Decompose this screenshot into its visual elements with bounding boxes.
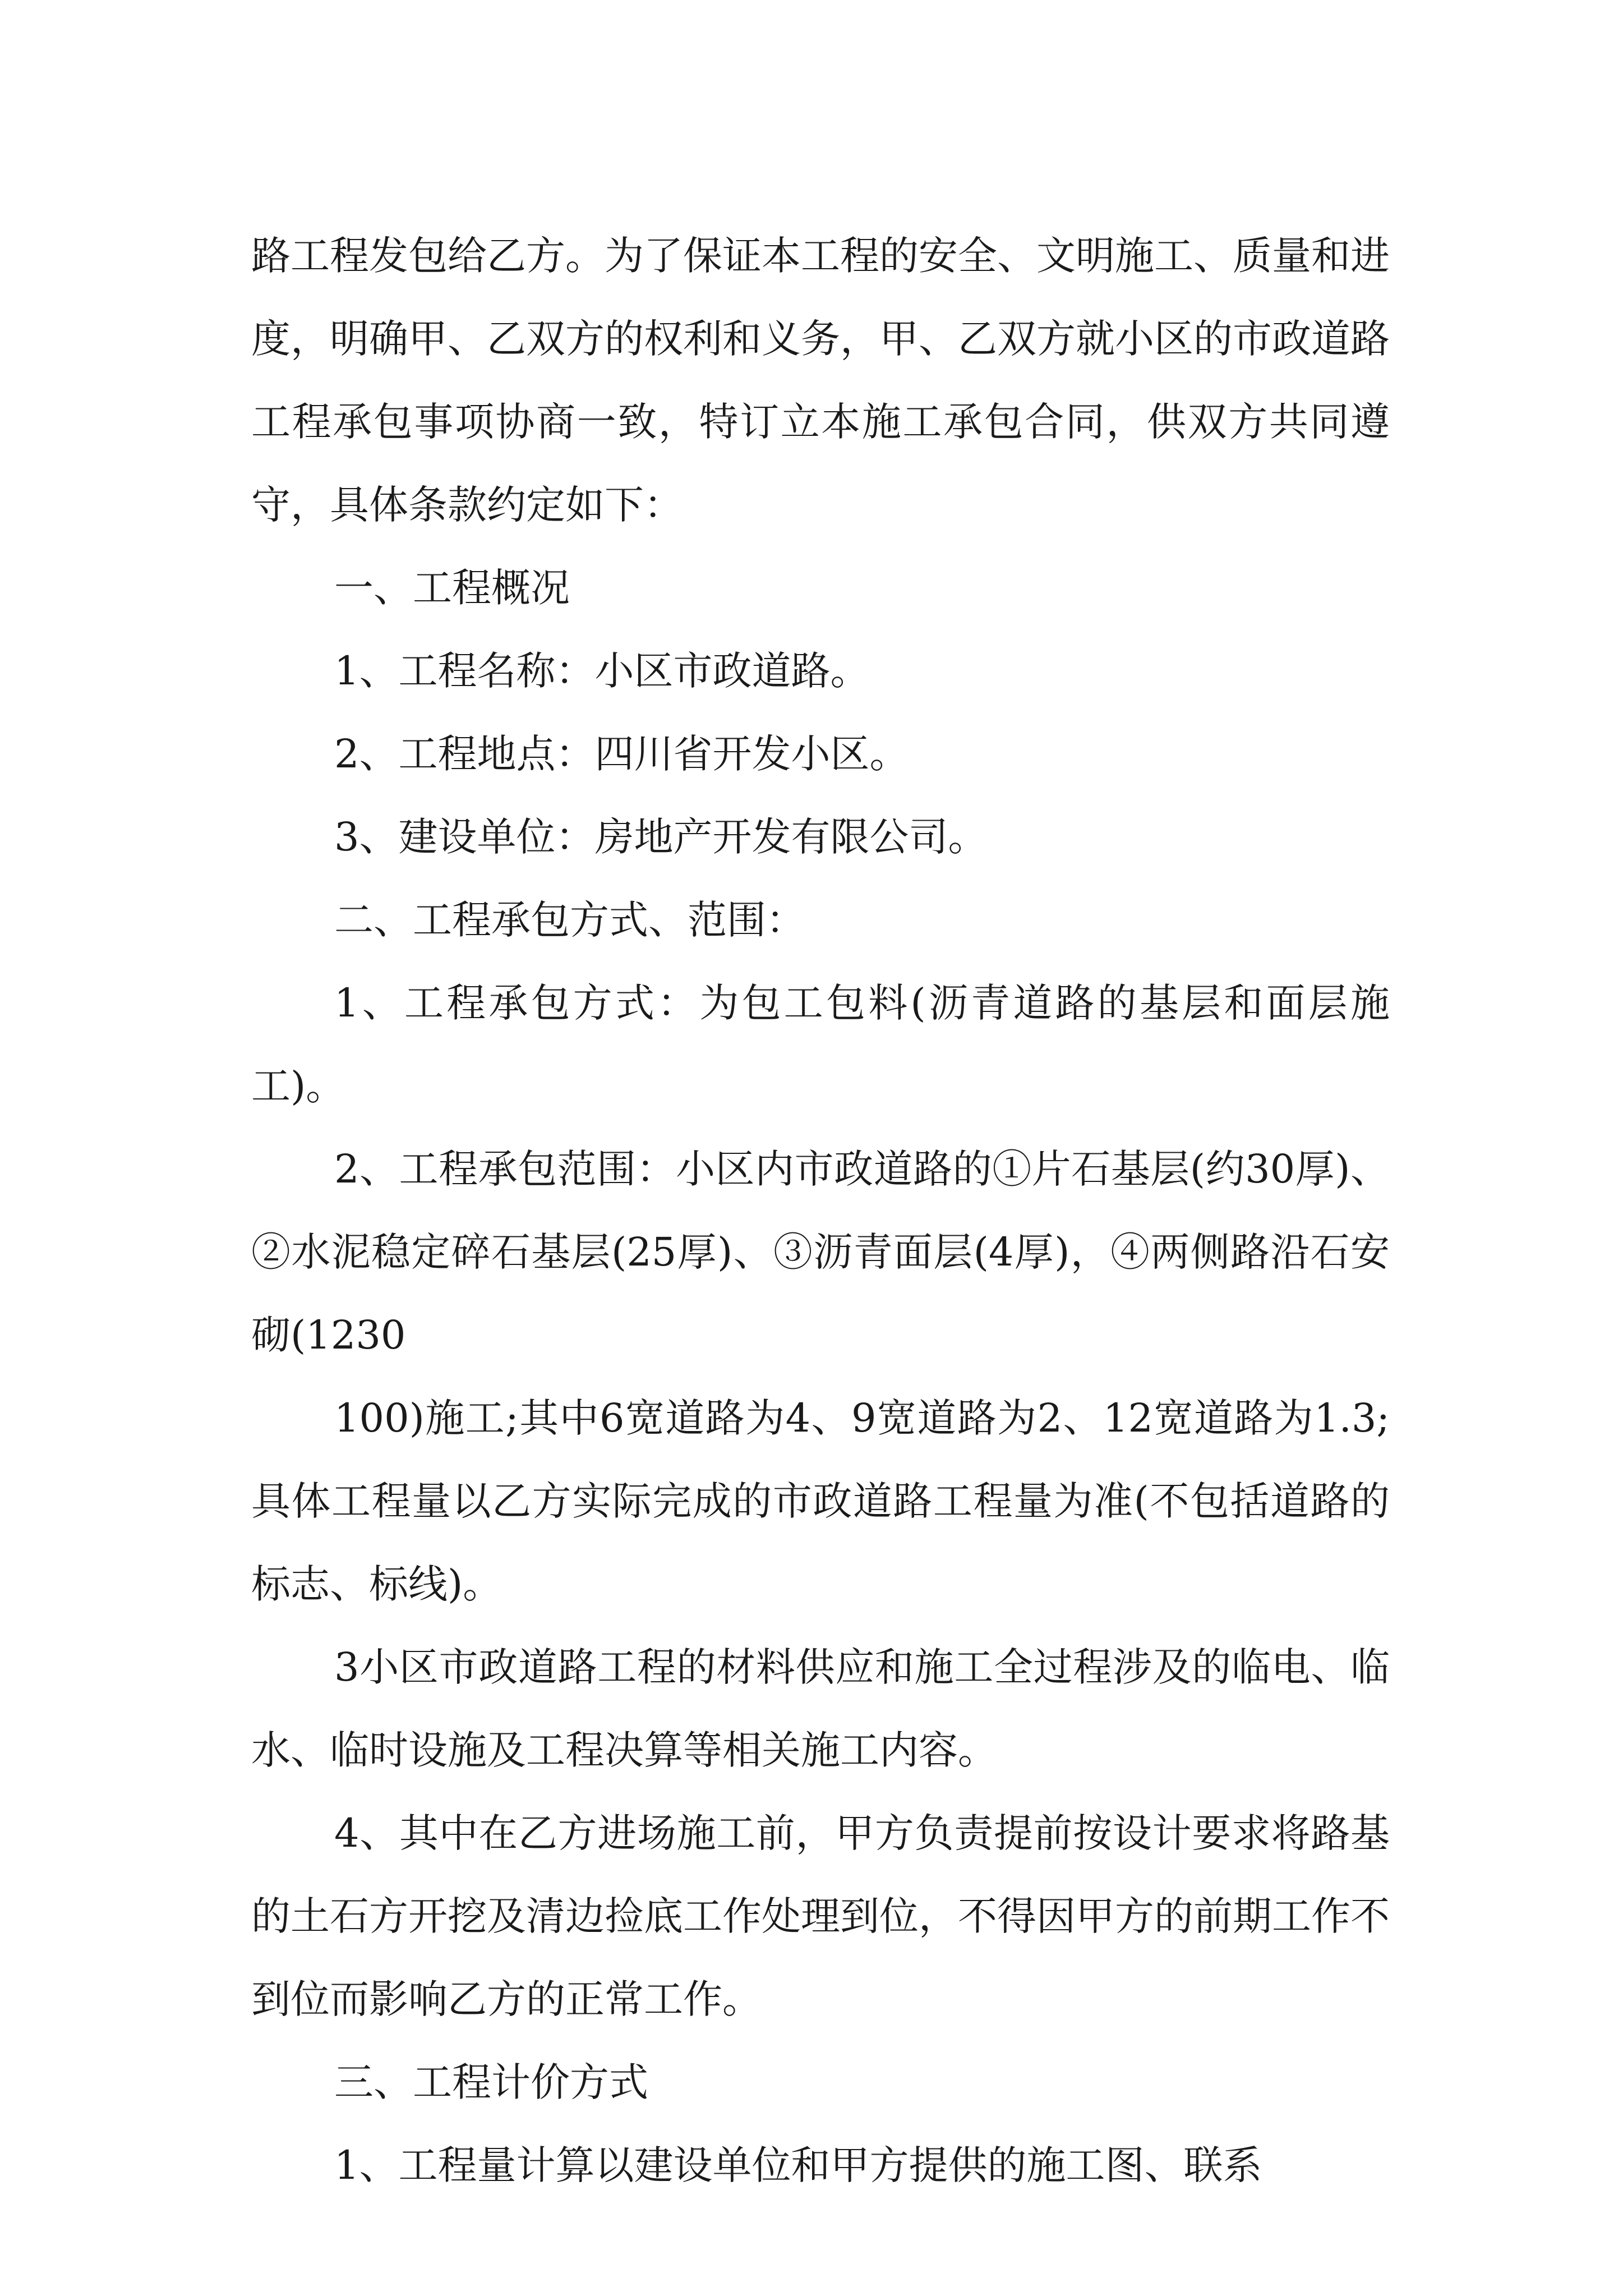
project-name-paragraph: 1、工程名称：小区市政道路。 [334,648,870,694]
section-heading-contract-scope: 二、工程承包方式、范围： [334,897,805,943]
pre-construction-paragraph: 4、其中在乙方进场施工前，甲方负责提前按设计要求将路基的土石方开挖及清边捡底工作处理到位，不得因甲方的前期工作不到位而影响乙方的正常工作。 [251,1810,1390,2022]
intro-paragraph: 路工程发包给乙方。为了保证本工程的安全、文明施工、质量和进度，明确甲、乙双方的权利和义务，甲、乙双方就小区的市政道路工程承包事项协商一致，特订立本施工承包合同，供双方共同遵守，具体条款约定如下： [251,233,1390,528]
project-location-paragraph: 2、工程地点：四川省开发小区。 [334,731,909,777]
road-width-paragraph: 100)施工;其中6宽道路为4、9宽道路为2、12宽道路为1.3;具体工程量以乙方实际完成的市政道路工程量为准(不包括道路的标志、标线)。 [251,1395,1390,1607]
document-body [251,214,1390,2207]
materials-supply-paragraph: 3小区市政道路工程的材料供应和施工全过程涉及的临电、临水、临时设施及工程决算等相关施工内容。 [251,1644,1390,1773]
contract-method-paragraph: 1、工程承包方式：为包工包料(沥青道路的基层和面层施工)。 [251,980,1390,1109]
construction-unit-paragraph: 3、建设单位：房地产开发有限公司。 [334,814,988,860]
section-heading-project-overview: 一、工程概况 [334,565,570,611]
section-heading-pricing-method: 三、工程计价方式 [334,2059,648,2105]
contract-scope-paragraph: 2、工程承包范围：小区内市政道路的①片石基层(约30厚)、②水泥稳定碎石基层(25厚)、③沥青面层(4厚)，④两侧路沿石安砌(1230 [251,1146,1390,1358]
quantity-calculation-paragraph: 1、工程量计算以建设单位和甲方提供的施工图、联系 [334,2142,1262,2188]
